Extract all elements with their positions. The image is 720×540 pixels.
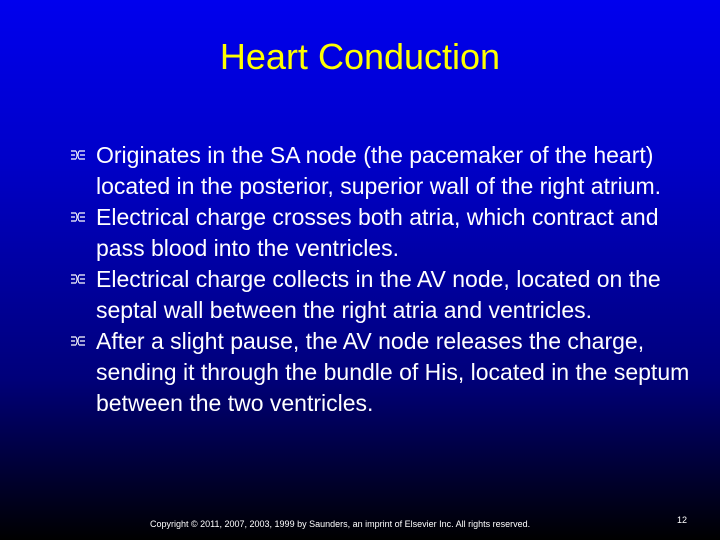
- bullet-list: [0, 140, 720, 419]
- copyright-notice: Copyright © 2011, 2007, 2003, 1999 by Saunders, an imprint of Elsevier Inc. All rights reserved.: [150, 519, 531, 529]
- bullet-text: Electrical charge collects in the AV node, located on the septal wall between the right atria and ventricles.: [96, 266, 661, 323]
- bullet-text: Electrical charge crosses both atria, which contract and pass blood into the ventricles.: [96, 204, 659, 261]
- page-number: 12: [677, 515, 688, 525]
- bullet-icon: [70, 149, 86, 161]
- bullet-text: After a slight pause, the AV node releases the charge, sending it through the bundle of His, located in the septum between the two ventricles.: [96, 328, 690, 416]
- slide-title: Heart Conduction: [219, 36, 501, 77]
- bullet-icon: [70, 335, 86, 347]
- bullet-item: [0, 140, 720, 202]
- bullet-item: [0, 202, 720, 264]
- bullet-icon: [70, 211, 86, 223]
- bullet-item: [0, 326, 720, 419]
- bullet-item: [0, 264, 720, 326]
- bullet-text: Originates in the SA node (the pacemaker of the heart) located in the posterior, superior wall of the right atrium.: [96, 142, 662, 199]
- bullet-icon: [70, 273, 86, 285]
